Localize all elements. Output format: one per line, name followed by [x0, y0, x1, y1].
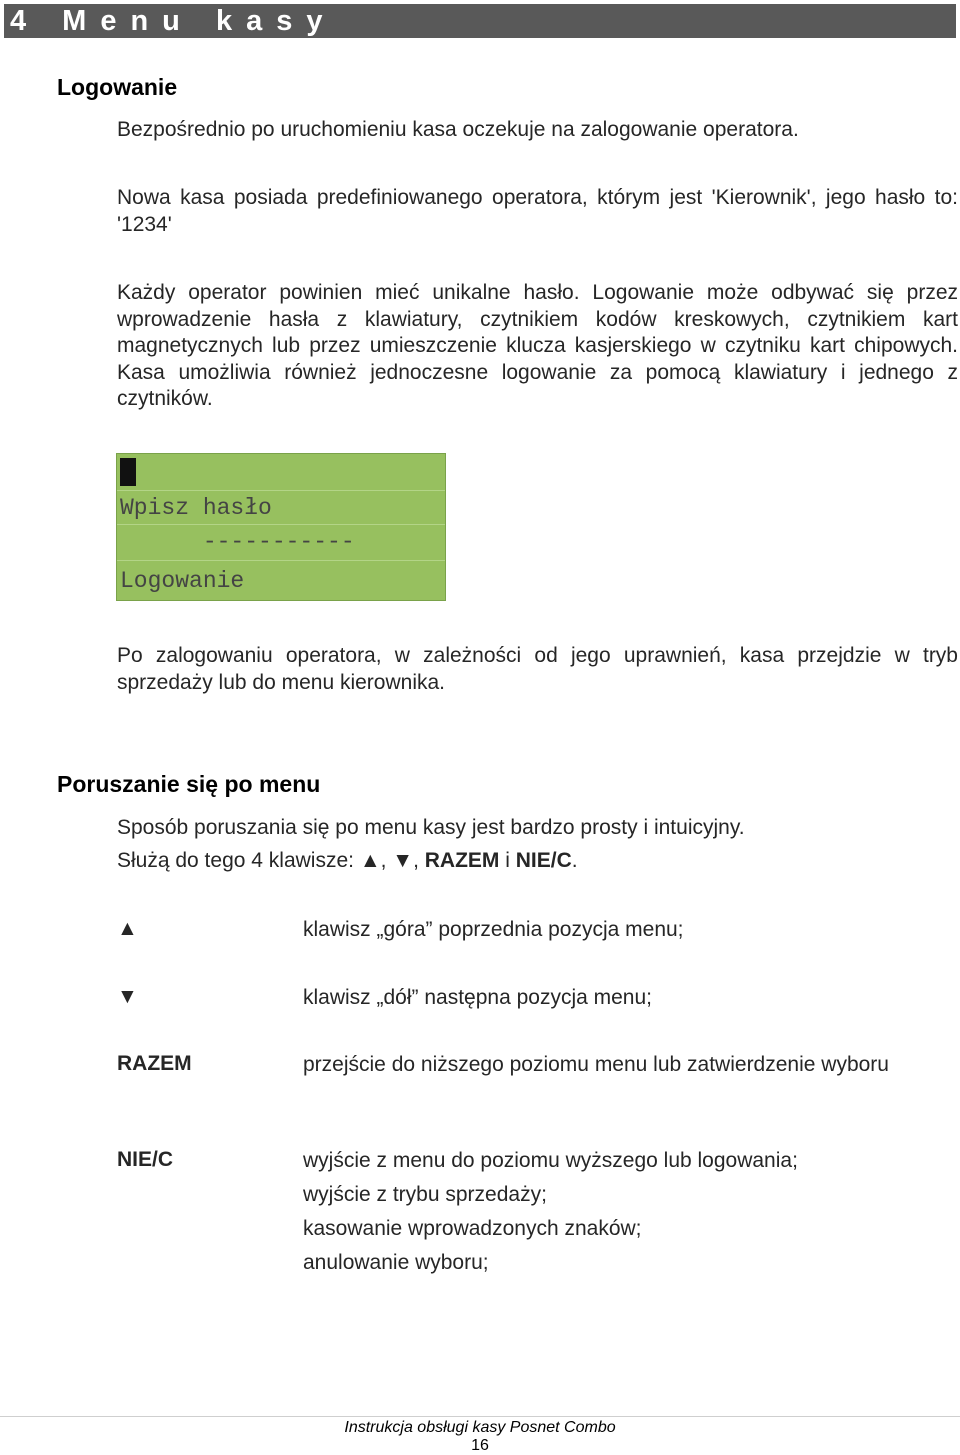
- key-down-desc-line: klawisz „dół” następna pozycja menu;: [303, 986, 653, 1009]
- lcd-row-separator: [117, 490, 445, 491]
- key-niec-desc-line: kasowanie wprowadzonych znaków;: [303, 1217, 642, 1240]
- paragraph-default-operator: Nowa kasa posiada predefiniowanego operatora, którym jest 'Kierownik', jego hasło to: '1234': [117, 186, 958, 236]
- key-razem-description: [303, 1051, 923, 1085]
- section-heading-logowanie: Logowanie: [57, 74, 178, 100]
- lcd-row-separator: [117, 560, 445, 561]
- paragraph-login-methods: Każdy operator powinien mieć unikalne hasło. Logowanie może odbywać się przez wprowadzenie hasła z klawiatury, czytnikiem kodów kreskowych, czytnikiem kart magnetycznych lub przez umieszczenie klucza kasjerskiego w czytniku kart chipowych. Kasa umożliwia również jednoczesne logowanie za pomocą klawiatury i jednego z czytników.: [117, 281, 958, 410]
- keys-prefix: Służą do tego 4 klawisze:: [117, 849, 360, 872]
- key-razem-label: RAZEM: [117, 1052, 192, 1075]
- lcd-line-login: Logowanie: [120, 568, 245, 594]
- key-razem-desc-line: przejście do niższego poziomu menu lub zatwierdzenie wyboru: [303, 1053, 889, 1076]
- key-razem-inline: RAZEM: [424, 849, 500, 872]
- key-niec-desc-line: wyjście z trybu sprzedaży;: [303, 1183, 547, 1206]
- key-niec-desc-line: wyjście z menu do poziomu wyższego lub logowania;: [303, 1149, 798, 1172]
- down-arrow-icon: ▼: [117, 985, 138, 1008]
- down-arrow-icon: ▼: [392, 849, 414, 872]
- paragraph-after-login: Po zalogowaniu operatora, w zależności od jego uprawnień, kasa przejdzie w tryb sprzedaży lub do menu kierownika.: [117, 644, 958, 694]
- key-niec-label: NIE/C: [117, 1148, 174, 1171]
- lcd-row-separator: [117, 524, 445, 525]
- lcd-line-password-prompt: Wpisz hasło: [120, 495, 272, 521]
- chapter-title: 4 Menu kasy: [10, 5, 337, 37]
- lcd-display: [116, 453, 446, 601]
- key-up-desc-line: klawisz „góra” poprzednia pozycja menu;: [303, 918, 684, 941]
- key-niec-description: [303, 1147, 923, 1283]
- key-niec-desc-line: anulowanie wyboru;: [303, 1251, 489, 1274]
- comma: ,: [380, 849, 393, 872]
- paragraph-navigation-intro: Sposób poruszania się po menu kasy jest bardzo prosty i intuicyjny.: [117, 816, 745, 839]
- page-number: 16: [471, 1437, 489, 1454]
- period: .: [571, 849, 578, 872]
- chapter-header: [4, 4, 956, 38]
- lcd-cursor: [120, 458, 136, 486]
- paragraph-navigation-keys: [117, 848, 958, 875]
- footer-title: Instrukcja obsługi kasy Posnet Combo: [344, 1419, 616, 1436]
- up-arrow-icon: ▲: [117, 917, 138, 940]
- section-heading-menu-navigation: Poruszanie się po menu: [57, 771, 321, 797]
- key-niec-inline: NIE/C: [515, 849, 572, 872]
- up-arrow-icon: ▲: [359, 849, 381, 872]
- footer-divider: [0, 1416, 960, 1417]
- comma: ,: [413, 849, 425, 872]
- key-down-description: [303, 984, 923, 1018]
- paragraph-startup: Bezpośrednio po uruchomieniu kasa oczekuje na zalogowanie operatora.: [117, 118, 799, 141]
- key-up-description: [303, 916, 923, 950]
- lcd-line-password-field: -----------: [120, 529, 355, 555]
- conjunction: i: [499, 849, 516, 872]
